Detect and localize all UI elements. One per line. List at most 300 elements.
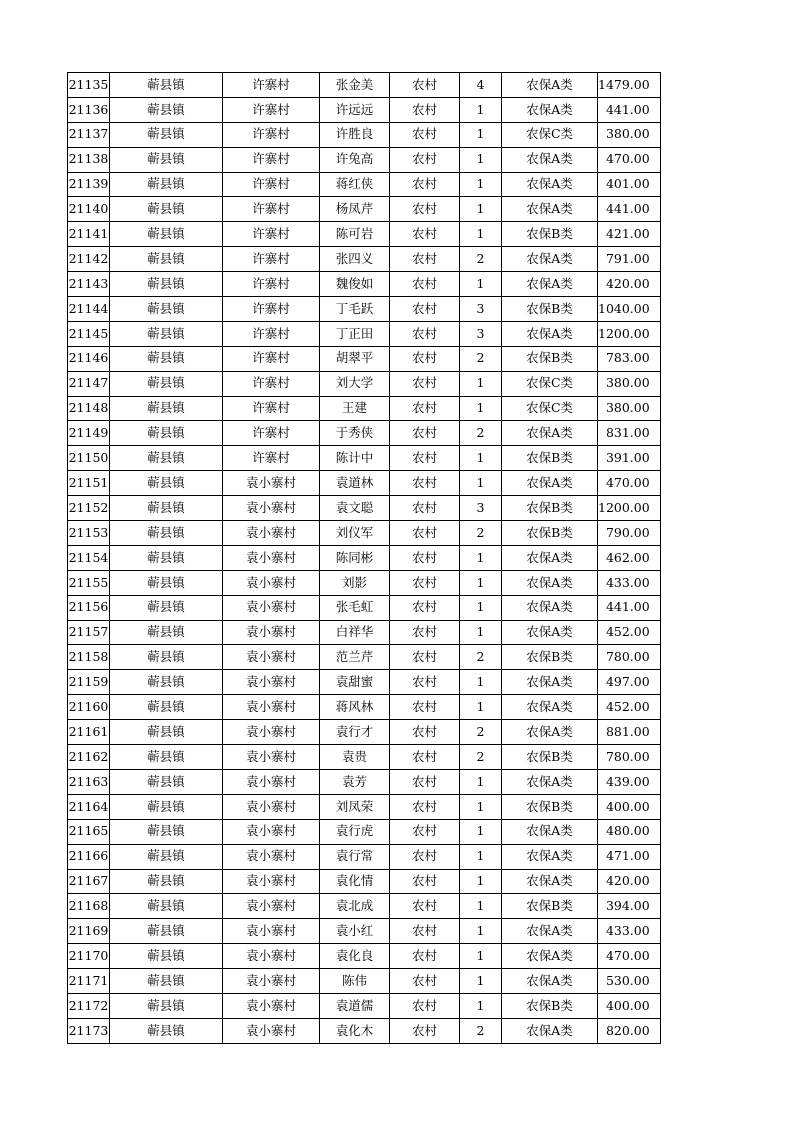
village-cell: 袁小寨村 <box>223 944 320 969</box>
table-row <box>68 122 661 147</box>
record-id-cell: 21140 <box>68 197 110 222</box>
town-cell: 蕲县镇 <box>110 969 223 994</box>
insurance-category-cell: 农保A类 <box>502 620 598 645</box>
town-cell: 蕲县镇 <box>110 844 223 869</box>
table-row <box>68 521 661 546</box>
record-id-cell: 21163 <box>68 769 110 794</box>
person-name-cell: 刘影 <box>320 570 390 595</box>
records-table <box>67 72 661 1044</box>
town-cell: 蕲县镇 <box>110 172 223 197</box>
person-name-cell: 袁行虎 <box>320 819 390 844</box>
village-cell: 许寨村 <box>223 346 320 371</box>
table-row <box>68 97 661 122</box>
table-row <box>68 247 661 272</box>
village-cell: 袁小寨村 <box>223 570 320 595</box>
town-cell: 蕲县镇 <box>110 272 223 297</box>
table-row <box>68 496 661 521</box>
town-cell: 蕲县镇 <box>110 197 223 222</box>
table-row <box>68 471 661 496</box>
household-type-cell: 农村 <box>390 745 460 770</box>
member-count-cell: 1 <box>460 944 502 969</box>
person-name-cell: 丁毛跃 <box>320 297 390 322</box>
table-row <box>68 595 661 620</box>
town-cell: 蕲县镇 <box>110 521 223 546</box>
record-id-cell: 21167 <box>68 869 110 894</box>
insurance-category-cell: 农保A类 <box>502 969 598 994</box>
member-count-cell: 1 <box>460 769 502 794</box>
amount-cell: 441.00 <box>598 595 661 620</box>
record-id-cell: 21172 <box>68 993 110 1018</box>
household-type-cell: 农村 <box>390 794 460 819</box>
person-name-cell: 刘凤荣 <box>320 794 390 819</box>
person-name-cell: 丁正田 <box>320 321 390 346</box>
amount-cell: 380.00 <box>598 371 661 396</box>
amount-cell: 452.00 <box>598 620 661 645</box>
amount-cell: 391.00 <box>598 446 661 471</box>
table-row <box>68 969 661 994</box>
insurance-category-cell: 农保B类 <box>502 222 598 247</box>
household-type-cell: 农村 <box>390 222 460 247</box>
record-id-cell: 21149 <box>68 421 110 446</box>
amount-cell: 470.00 <box>598 147 661 172</box>
table-row <box>68 670 661 695</box>
insurance-category-cell: 农保A类 <box>502 595 598 620</box>
village-cell: 许寨村 <box>223 172 320 197</box>
village-cell: 袁小寨村 <box>223 869 320 894</box>
record-id-cell: 21169 <box>68 919 110 944</box>
town-cell: 蕲县镇 <box>110 471 223 496</box>
household-type-cell: 农村 <box>390 869 460 894</box>
member-count-cell: 2 <box>460 745 502 770</box>
member-count-cell: 1 <box>460 147 502 172</box>
member-count-cell: 1 <box>460 471 502 496</box>
amount-cell: 530.00 <box>598 969 661 994</box>
record-id-cell: 21145 <box>68 321 110 346</box>
town-cell: 蕲县镇 <box>110 720 223 745</box>
village-cell: 许寨村 <box>223 222 320 247</box>
town-cell: 蕲县镇 <box>110 645 223 670</box>
table-row <box>68 421 661 446</box>
person-name-cell: 杨凤芹 <box>320 197 390 222</box>
village-cell: 袁小寨村 <box>223 993 320 1018</box>
village-cell: 袁小寨村 <box>223 819 320 844</box>
insurance-category-cell: 农保A类 <box>502 73 598 98</box>
table-row <box>68 73 661 98</box>
household-type-cell: 农村 <box>390 969 460 994</box>
insurance-category-cell: 农保A类 <box>502 1018 598 1043</box>
household-type-cell: 农村 <box>390 73 460 98</box>
amount-cell: 1200.00 <box>598 496 661 521</box>
insurance-category-cell: 农保A类 <box>502 471 598 496</box>
household-type-cell: 农村 <box>390 670 460 695</box>
record-id-cell: 21141 <box>68 222 110 247</box>
insurance-category-cell: 农保A类 <box>502 272 598 297</box>
village-cell: 许寨村 <box>223 122 320 147</box>
household-type-cell: 农村 <box>390 1018 460 1043</box>
amount-cell: 790.00 <box>598 521 661 546</box>
insurance-category-cell: 农保B类 <box>502 446 598 471</box>
person-name-cell: 袁甜蜜 <box>320 670 390 695</box>
household-type-cell: 农村 <box>390 247 460 272</box>
person-name-cell: 袁小红 <box>320 919 390 944</box>
amount-cell: 380.00 <box>598 396 661 421</box>
household-type-cell: 农村 <box>390 321 460 346</box>
town-cell: 蕲县镇 <box>110 396 223 421</box>
person-name-cell: 于秀侠 <box>320 421 390 446</box>
village-cell: 袁小寨村 <box>223 471 320 496</box>
town-cell: 蕲县镇 <box>110 944 223 969</box>
village-cell: 袁小寨村 <box>223 745 320 770</box>
person-name-cell: 陈伟 <box>320 969 390 994</box>
amount-cell: 462.00 <box>598 545 661 570</box>
town-cell: 蕲县镇 <box>110 73 223 98</box>
amount-cell: 394.00 <box>598 894 661 919</box>
member-count-cell: 1 <box>460 272 502 297</box>
member-count-cell: 1 <box>460 670 502 695</box>
amount-cell: 791.00 <box>598 247 661 272</box>
insurance-category-cell: 农保B类 <box>502 794 598 819</box>
town-cell: 蕲县镇 <box>110 247 223 272</box>
record-id-cell: 21157 <box>68 620 110 645</box>
village-cell: 许寨村 <box>223 73 320 98</box>
town-cell: 蕲县镇 <box>110 620 223 645</box>
table-row <box>68 993 661 1018</box>
record-id-cell: 21155 <box>68 570 110 595</box>
insurance-category-cell: 农保A类 <box>502 147 598 172</box>
table-row <box>68 570 661 595</box>
member-count-cell: 1 <box>460 620 502 645</box>
record-id-cell: 21164 <box>68 794 110 819</box>
table-row <box>68 695 661 720</box>
person-name-cell: 袁贵 <box>320 745 390 770</box>
village-cell: 袁小寨村 <box>223 670 320 695</box>
member-count-cell: 4 <box>460 73 502 98</box>
person-name-cell: 袁化情 <box>320 869 390 894</box>
household-type-cell: 农村 <box>390 944 460 969</box>
village-cell: 许寨村 <box>223 371 320 396</box>
amount-cell: 1040.00 <box>598 297 661 322</box>
person-name-cell: 袁芳 <box>320 769 390 794</box>
person-name-cell: 袁化良 <box>320 944 390 969</box>
household-type-cell: 农村 <box>390 844 460 869</box>
person-name-cell: 许胜良 <box>320 122 390 147</box>
insurance-category-cell: 农保B类 <box>502 993 598 1018</box>
amount-cell: 441.00 <box>598 97 661 122</box>
person-name-cell: 陈同彬 <box>320 545 390 570</box>
member-count-cell: 1 <box>460 819 502 844</box>
village-cell: 袁小寨村 <box>223 645 320 670</box>
town-cell: 蕲县镇 <box>110 894 223 919</box>
person-name-cell: 蒋红侠 <box>320 172 390 197</box>
amount-cell: 433.00 <box>598 570 661 595</box>
insurance-category-cell: 农保B类 <box>502 894 598 919</box>
amount-cell: 470.00 <box>598 944 661 969</box>
member-count-cell: 1 <box>460 993 502 1018</box>
amount-cell: 471.00 <box>598 844 661 869</box>
amount-cell: 380.00 <box>598 122 661 147</box>
town-cell: 蕲县镇 <box>110 446 223 471</box>
record-id-cell: 21158 <box>68 645 110 670</box>
insurance-category-cell: 农保A类 <box>502 321 598 346</box>
table-row <box>68 620 661 645</box>
amount-cell: 420.00 <box>598 869 661 894</box>
household-type-cell: 农村 <box>390 819 460 844</box>
insurance-category-cell: 农保A类 <box>502 720 598 745</box>
household-type-cell: 农村 <box>390 645 460 670</box>
record-id-cell: 21138 <box>68 147 110 172</box>
table-row <box>68 297 661 322</box>
record-id-cell: 21153 <box>68 521 110 546</box>
household-type-cell: 农村 <box>390 147 460 172</box>
table-row <box>68 172 661 197</box>
insurance-category-cell: 农保A类 <box>502 919 598 944</box>
records-table-body <box>68 73 661 1044</box>
amount-cell: 470.00 <box>598 471 661 496</box>
record-id-cell: 21151 <box>68 471 110 496</box>
town-cell: 蕲县镇 <box>110 1018 223 1043</box>
town-cell: 蕲县镇 <box>110 321 223 346</box>
amount-cell: 439.00 <box>598 769 661 794</box>
village-cell: 许寨村 <box>223 147 320 172</box>
town-cell: 蕲县镇 <box>110 122 223 147</box>
household-type-cell: 农村 <box>390 521 460 546</box>
member-count-cell: 1 <box>460 869 502 894</box>
household-type-cell: 农村 <box>390 172 460 197</box>
person-name-cell: 袁道林 <box>320 471 390 496</box>
household-type-cell: 农村 <box>390 122 460 147</box>
record-id-cell: 21136 <box>68 97 110 122</box>
table-row <box>68 645 661 670</box>
member-count-cell: 2 <box>460 421 502 446</box>
record-id-cell: 21150 <box>68 446 110 471</box>
village-cell: 许寨村 <box>223 197 320 222</box>
village-cell: 许寨村 <box>223 446 320 471</box>
village-cell: 许寨村 <box>223 396 320 421</box>
amount-cell: 480.00 <box>598 819 661 844</box>
insurance-category-cell: 农保A类 <box>502 247 598 272</box>
town-cell: 蕲县镇 <box>110 993 223 1018</box>
household-type-cell: 农村 <box>390 894 460 919</box>
town-cell: 蕲县镇 <box>110 222 223 247</box>
record-id-cell: 21148 <box>68 396 110 421</box>
insurance-category-cell: 农保C类 <box>502 371 598 396</box>
table-row <box>68 944 661 969</box>
amount-cell: 780.00 <box>598 745 661 770</box>
table-row <box>68 371 661 396</box>
record-id-cell: 21135 <box>68 73 110 98</box>
person-name-cell: 刘仪军 <box>320 521 390 546</box>
record-id-cell: 21152 <box>68 496 110 521</box>
amount-cell: 400.00 <box>598 794 661 819</box>
household-type-cell: 农村 <box>390 421 460 446</box>
insurance-category-cell: 农保A类 <box>502 421 598 446</box>
amount-cell: 441.00 <box>598 197 661 222</box>
insurance-category-cell: 农保A类 <box>502 844 598 869</box>
person-name-cell: 袁道儒 <box>320 993 390 1018</box>
table-row <box>68 446 661 471</box>
record-id-cell: 21159 <box>68 670 110 695</box>
insurance-category-cell: 农保B类 <box>502 645 598 670</box>
record-id-cell: 21156 <box>68 595 110 620</box>
insurance-category-cell: 农保B类 <box>502 297 598 322</box>
member-count-cell: 1 <box>460 545 502 570</box>
household-type-cell: 农村 <box>390 446 460 471</box>
person-name-cell: 袁行常 <box>320 844 390 869</box>
person-name-cell: 袁文聪 <box>320 496 390 521</box>
member-count-cell: 1 <box>460 97 502 122</box>
member-count-cell: 1 <box>460 894 502 919</box>
household-type-cell: 农村 <box>390 993 460 1018</box>
village-cell: 袁小寨村 <box>223 595 320 620</box>
insurance-category-cell: 农保B类 <box>502 346 598 371</box>
household-type-cell: 农村 <box>390 197 460 222</box>
record-id-cell: 21165 <box>68 819 110 844</box>
table-row <box>68 769 661 794</box>
insurance-category-cell: 农保A类 <box>502 769 598 794</box>
insurance-category-cell: 农保A类 <box>502 97 598 122</box>
insurance-category-cell: 农保C类 <box>502 396 598 421</box>
town-cell: 蕲县镇 <box>110 346 223 371</box>
household-type-cell: 农村 <box>390 396 460 421</box>
record-id-cell: 21154 <box>68 545 110 570</box>
household-type-cell: 农村 <box>390 695 460 720</box>
insurance-category-cell: 农保A类 <box>502 570 598 595</box>
member-count-cell: 2 <box>460 346 502 371</box>
amount-cell: 1200.00 <box>598 321 661 346</box>
household-type-cell: 农村 <box>390 769 460 794</box>
village-cell: 许寨村 <box>223 421 320 446</box>
member-count-cell: 1 <box>460 446 502 471</box>
member-count-cell: 1 <box>460 595 502 620</box>
insurance-category-cell: 农保A类 <box>502 944 598 969</box>
amount-cell: 780.00 <box>598 645 661 670</box>
amount-cell: 401.00 <box>598 172 661 197</box>
household-type-cell: 农村 <box>390 471 460 496</box>
village-cell: 许寨村 <box>223 272 320 297</box>
person-name-cell: 范兰芹 <box>320 645 390 670</box>
table-row <box>68 844 661 869</box>
table-row <box>68 222 661 247</box>
village-cell: 袁小寨村 <box>223 894 320 919</box>
table-row <box>68 321 661 346</box>
table-row <box>68 545 661 570</box>
table-row <box>68 396 661 421</box>
insurance-category-cell: 农保B类 <box>502 496 598 521</box>
table-row <box>68 1018 661 1043</box>
record-id-cell: 21137 <box>68 122 110 147</box>
record-id-cell: 21170 <box>68 944 110 969</box>
household-type-cell: 农村 <box>390 496 460 521</box>
amount-cell: 1479.00 <box>598 73 661 98</box>
person-name-cell: 陈可岩 <box>320 222 390 247</box>
village-cell: 袁小寨村 <box>223 1018 320 1043</box>
insurance-category-cell: 农保C类 <box>502 122 598 147</box>
person-name-cell: 刘大学 <box>320 371 390 396</box>
town-cell: 蕲县镇 <box>110 570 223 595</box>
member-count-cell: 1 <box>460 172 502 197</box>
table-row <box>68 869 661 894</box>
member-count-cell: 1 <box>460 396 502 421</box>
village-cell: 袁小寨村 <box>223 720 320 745</box>
table-row <box>68 346 661 371</box>
record-id-cell: 21160 <box>68 695 110 720</box>
household-type-cell: 农村 <box>390 720 460 745</box>
amount-cell: 433.00 <box>598 919 661 944</box>
village-cell: 袁小寨村 <box>223 919 320 944</box>
record-id-cell: 21168 <box>68 894 110 919</box>
person-name-cell: 王建 <box>320 396 390 421</box>
household-type-cell: 农村 <box>390 272 460 297</box>
village-cell: 袁小寨村 <box>223 969 320 994</box>
record-id-cell: 21144 <box>68 297 110 322</box>
village-cell: 许寨村 <box>223 297 320 322</box>
record-id-cell: 21143 <box>68 272 110 297</box>
amount-cell: 400.00 <box>598 993 661 1018</box>
village-cell: 袁小寨村 <box>223 545 320 570</box>
town-cell: 蕲县镇 <box>110 745 223 770</box>
town-cell: 蕲县镇 <box>110 297 223 322</box>
household-type-cell: 农村 <box>390 371 460 396</box>
household-type-cell: 农村 <box>390 97 460 122</box>
member-count-cell: 3 <box>460 297 502 322</box>
record-id-cell: 21171 <box>68 969 110 994</box>
village-cell: 许寨村 <box>223 321 320 346</box>
table-row <box>68 919 661 944</box>
person-name-cell: 张四义 <box>320 247 390 272</box>
amount-cell: 831.00 <box>598 421 661 446</box>
insurance-category-cell: 农保A类 <box>502 695 598 720</box>
town-cell: 蕲县镇 <box>110 695 223 720</box>
household-type-cell: 农村 <box>390 595 460 620</box>
amount-cell: 420.00 <box>598 272 661 297</box>
insurance-category-cell: 农保A类 <box>502 197 598 222</box>
town-cell: 蕲县镇 <box>110 819 223 844</box>
member-count-cell: 3 <box>460 496 502 521</box>
record-id-cell: 21147 <box>68 371 110 396</box>
record-id-cell: 21166 <box>68 844 110 869</box>
member-count-cell: 2 <box>460 521 502 546</box>
town-cell: 蕲县镇 <box>110 869 223 894</box>
record-id-cell: 21146 <box>68 346 110 371</box>
person-name-cell: 袁行才 <box>320 720 390 745</box>
insurance-category-cell: 农保A类 <box>502 819 598 844</box>
household-type-cell: 农村 <box>390 297 460 322</box>
table-row <box>68 147 661 172</box>
insurance-category-cell: 农保B类 <box>502 521 598 546</box>
table-row <box>68 794 661 819</box>
amount-cell: 881.00 <box>598 720 661 745</box>
village-cell: 袁小寨村 <box>223 620 320 645</box>
town-cell: 蕲县镇 <box>110 670 223 695</box>
table-row <box>68 197 661 222</box>
insurance-category-cell: 农保A类 <box>502 172 598 197</box>
record-id-cell: 21162 <box>68 745 110 770</box>
insurance-category-cell: 农保A类 <box>502 545 598 570</box>
person-name-cell: 白祥华 <box>320 620 390 645</box>
household-type-cell: 农村 <box>390 346 460 371</box>
member-count-cell: 1 <box>460 794 502 819</box>
member-count-cell: 1 <box>460 844 502 869</box>
household-type-cell: 农村 <box>390 545 460 570</box>
person-name-cell: 胡翠平 <box>320 346 390 371</box>
member-count-cell: 1 <box>460 371 502 396</box>
amount-cell: 452.00 <box>598 695 661 720</box>
town-cell: 蕲县镇 <box>110 769 223 794</box>
person-name-cell: 陈计中 <box>320 446 390 471</box>
town-cell: 蕲县镇 <box>110 421 223 446</box>
household-type-cell: 农村 <box>390 570 460 595</box>
town-cell: 蕲县镇 <box>110 496 223 521</box>
